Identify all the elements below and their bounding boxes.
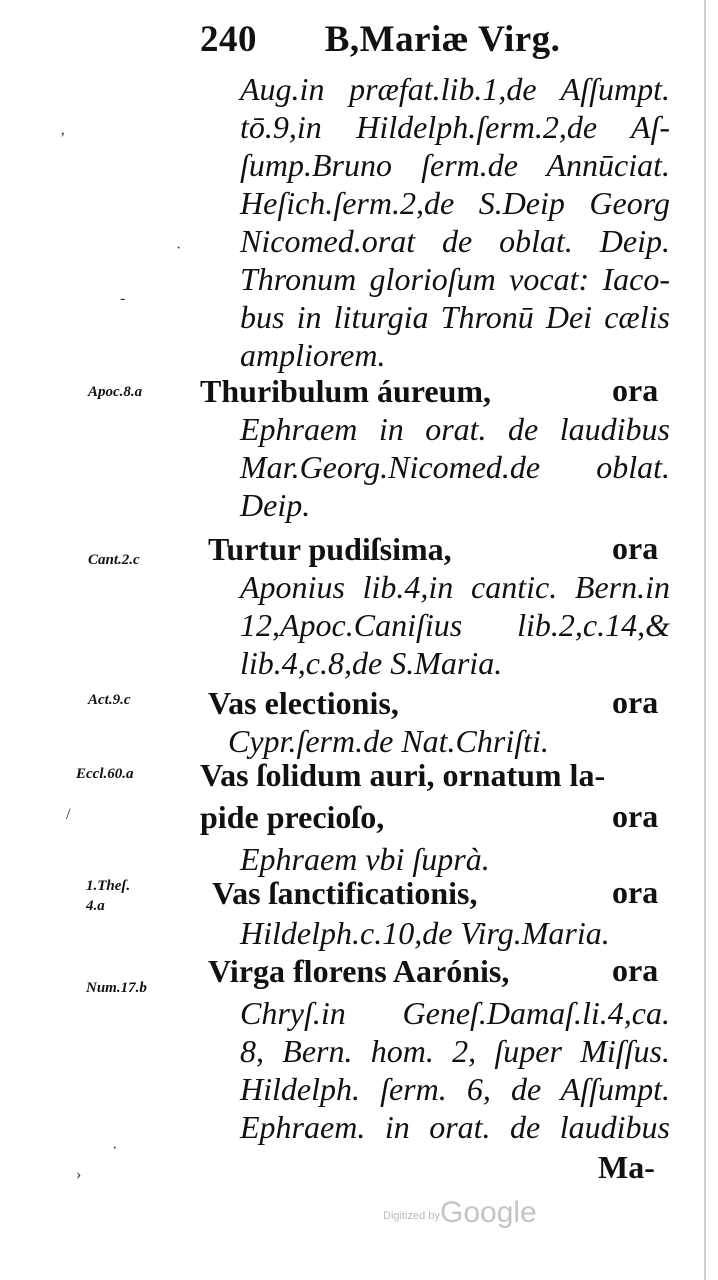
text-line: Nicomed.orat de oblat. Deip. bbox=[240, 223, 670, 259]
text-line: 12,Apoc.Caniſius lib.2,c.14,& bbox=[240, 607, 670, 643]
margin-note: Apoc.8.a bbox=[88, 384, 143, 400]
text-line: ampliorem. bbox=[240, 337, 386, 373]
entry-heading: Turtur pudiſsima, bbox=[208, 531, 452, 567]
text-line: Aug.in præfat.lib.1,de Aſſumpt. bbox=[240, 71, 670, 107]
ora-label: ora bbox=[612, 798, 659, 834]
text-line: Cypr.ſerm.de Nat.Chriſti. bbox=[228, 723, 549, 759]
text-line: bus in liturgia Thronū Dei cælis bbox=[240, 299, 670, 335]
margin-note: Act.9.c bbox=[88, 692, 131, 708]
page-edge bbox=[704, 0, 706, 1280]
ora-label: ora bbox=[612, 372, 659, 408]
text-line: Aponius lib.4,in cantic. Bern.in bbox=[240, 569, 670, 605]
text-line: Mar.Georg.Nicomed.de oblat. bbox=[240, 449, 670, 485]
digitized-by-text: Digitized by bbox=[383, 1210, 440, 1222]
text-line: Ephraem in orat. de laudibus bbox=[240, 411, 670, 447]
page-header bbox=[200, 18, 560, 61]
ora-label: ora bbox=[612, 874, 659, 910]
text-line: Heſich.ſerm.2,de S.Deip Georg bbox=[240, 185, 670, 221]
entry-heading: Vas ſolidum auri, ornatum la- bbox=[200, 757, 606, 793]
entry-heading: Thuribulum áureum, bbox=[200, 373, 492, 409]
text-line: Ephraem. in orat. de laudibus bbox=[240, 1109, 670, 1145]
text-line: Ephraem vbi ſuprà. bbox=[240, 841, 490, 877]
text-line: tō.9,in Hildelph.ſerm.2,de Aſ- bbox=[240, 109, 670, 145]
scan-speck: · bbox=[176, 240, 182, 257]
text-line: ſump.Bruno ſerm.de Annūciat. bbox=[240, 147, 670, 183]
entry-heading-continuation: pide precioſo, bbox=[200, 799, 385, 835]
scan-speck: - bbox=[120, 290, 126, 307]
text-line: Hildelph.c.10,de Virg.Maria. bbox=[240, 915, 610, 951]
running-title: B,Mariæ Virg. bbox=[324, 19, 561, 60]
text-line: Hildelph. ſerm. 6, de Aſſumpt. bbox=[240, 1071, 670, 1107]
text-line: Chryſ.in Geneſ.Damaſ.li.4,ca. bbox=[240, 995, 670, 1031]
scan-speck: / bbox=[66, 806, 71, 823]
margin-note: 1.Theſ. bbox=[86, 878, 131, 894]
text-line: Thronum glorioſum vocat: Iaco- bbox=[240, 261, 670, 297]
margin-note: 4.a bbox=[86, 898, 105, 914]
scan-speck: ’ bbox=[60, 130, 66, 147]
google-watermark-logo: Google bbox=[440, 1196, 537, 1229]
text-line: 8, Bern. hom. 2, ſuper Miſſus. bbox=[240, 1033, 670, 1069]
entry-heading: Vas ſanctificationis, bbox=[212, 875, 478, 911]
margin-note: Cant.2.c bbox=[88, 552, 140, 568]
scan-speck: › bbox=[76, 1166, 82, 1183]
ora-label: ora bbox=[612, 952, 659, 988]
catchword: Ma- bbox=[598, 1149, 655, 1185]
entry-heading: Vas electionis, bbox=[208, 685, 399, 721]
ora-label: ora bbox=[612, 684, 659, 720]
margin-note: Eccl.60.a bbox=[76, 766, 134, 782]
ora-label: ora bbox=[612, 530, 659, 566]
page-number: 240 bbox=[200, 19, 257, 60]
margin-note: Num.17.b bbox=[86, 980, 147, 996]
scan-speck: · bbox=[112, 1140, 118, 1157]
text-line: lib.4,c.8,de S.Maria. bbox=[240, 645, 503, 681]
text-line: Deip. bbox=[240, 487, 311, 523]
entry-heading: Virga florens Aarónis, bbox=[208, 953, 510, 989]
